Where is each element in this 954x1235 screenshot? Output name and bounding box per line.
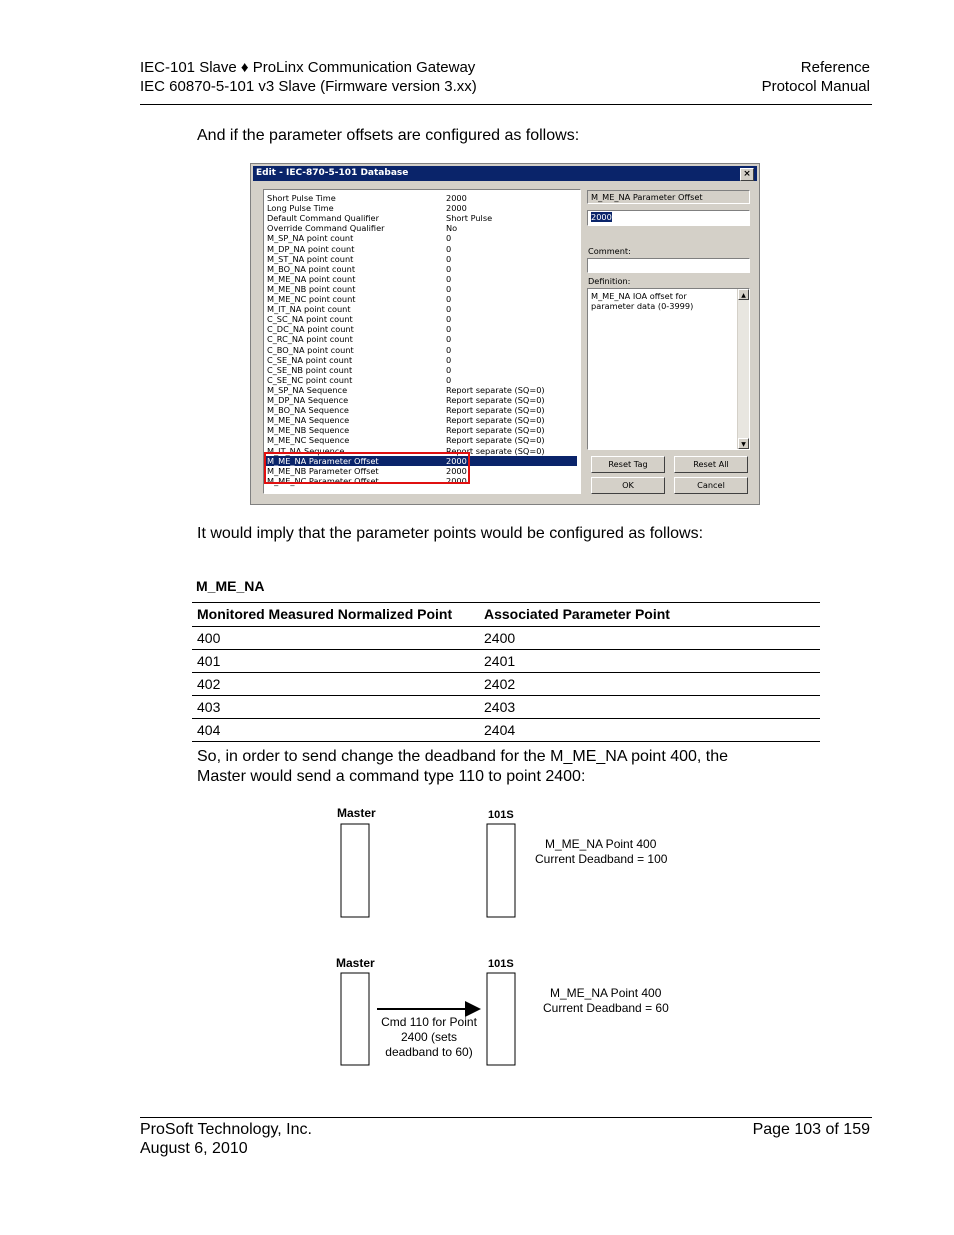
- parameter-value: 0: [446, 294, 452, 304]
- parameter-value: 2000: [446, 193, 467, 203]
- comment-label: Comment:: [588, 246, 631, 256]
- parameter-name: C_SE_NB point count: [267, 364, 353, 375]
- arrow-text-line3: deadband to 60): [385, 1045, 473, 1059]
- so-text-line1: So, in order to send change the deadband for the M_ME_NA point 400, the: [197, 748, 729, 765]
- bottom-slave-label: 101S: [488, 958, 514, 970]
- parameter-name: C_BO_NA point count: [267, 344, 354, 355]
- parameter-name: M_DP_NA point count: [267, 243, 355, 254]
- table-title: M_ME_NA: [196, 578, 265, 594]
- parameter-name: Long Pulse Time: [267, 203, 334, 214]
- dialog-title-bar: [253, 166, 757, 181]
- parameter-name: Default Command Qualifier: [267, 213, 379, 224]
- parameter-value: 0: [446, 354, 452, 365]
- value-input[interactable]: [587, 210, 750, 226]
- parameter-name: C_SE_NA point count: [267, 354, 353, 365]
- parameter-name: Short Pulse Time: [267, 193, 336, 203]
- definition-line1: M_ME_NA IOA offset for: [591, 291, 687, 301]
- table-cell-parameter: 2403: [484, 699, 516, 715]
- bottom-master-box: [341, 973, 369, 1065]
- bottom-master-label: Master: [336, 956, 375, 970]
- dialog-title: Edit - IEC-870-5-101 Database: [256, 168, 409, 178]
- parameter-value: 2000: [446, 203, 467, 214]
- parameter-name: M_ME_NA point count: [267, 273, 356, 284]
- parameter-value: Report separate (SQ=0): [446, 435, 545, 446]
- bottom-note-line2: Current Deadband = 60: [543, 1001, 669, 1015]
- table-top-rule: [192, 602, 820, 603]
- table-cell-parameter: 2404: [484, 722, 516, 738]
- parameter-name: M_IT_NA point count: [267, 304, 351, 315]
- close-icon[interactable]: ×: [740, 168, 754, 181]
- so-text-line2: Master would send a command type 110 to point 2400:: [197, 768, 586, 785]
- top-note-line1: M_ME_NA Point 400: [545, 837, 657, 851]
- table-row-rule: [192, 672, 820, 673]
- parameter-name: M_SP_NA point count: [267, 233, 354, 244]
- parameter-name: M_ME_NA Sequence: [267, 415, 350, 426]
- parameter-value: Report separate (SQ=0): [446, 384, 545, 395]
- parameter-value: 0: [446, 283, 452, 294]
- scroll-down-icon[interactable]: ▼: [738, 438, 749, 449]
- bottom-slave-box: [487, 973, 515, 1065]
- footer-page-number: Page 103 of 159: [752, 1121, 870, 1138]
- top-master-label: Master: [337, 806, 376, 820]
- bottom-note-line1: M_ME_NA Point 400: [550, 986, 662, 1000]
- intro-text: And if the parameter offsets are configured as follows:: [197, 127, 580, 144]
- value-input-text: 2000: [591, 212, 612, 222]
- parameter-value: 0: [446, 334, 452, 345]
- table-cell-parameter: 2401: [484, 653, 516, 669]
- table-cell-point: 401: [197, 653, 221, 669]
- parameter-value: 0: [446, 273, 452, 284]
- arrow-text-line2: 2400 (sets: [400, 1030, 458, 1044]
- header-title-line2: IEC 60870-5-101 v3 Slave (Firmware version 3.xx): [140, 78, 477, 95]
- parameter-value: Report separate (SQ=0): [446, 405, 545, 416]
- top-note-line2: Current Deadband = 100: [535, 852, 668, 866]
- parameter-value: Report separate (SQ=0): [446, 395, 545, 405]
- header-rule: [140, 104, 872, 105]
- parameter-value: 0: [446, 233, 452, 244]
- parameter-name: M_BO_NA Sequence: [267, 405, 349, 416]
- parameter-value: 0: [446, 253, 452, 264]
- definition-scrollbar[interactable]: [737, 289, 749, 449]
- header-title-line1: IEC-101 Slave ♦ ProLinx Communication Gateway: [140, 59, 476, 76]
- table-cell-parameter: 2400: [484, 630, 516, 646]
- comment-input[interactable]: [587, 258, 750, 273]
- parameter-value: 0: [446, 364, 452, 375]
- parameter-value: 0: [446, 243, 452, 254]
- table-cell-point: 402: [197, 676, 221, 692]
- table-row-rule: [192, 718, 820, 719]
- parameter-value: 0: [446, 314, 452, 325]
- parameter-value: 2000: [446, 465, 467, 476]
- parameter-value: 0: [446, 344, 452, 355]
- parameter-name: M_BO_NA point count: [267, 263, 356, 274]
- scroll-up-icon[interactable]: ▲: [738, 289, 749, 300]
- parameter-name: M_IT_NA Sequence: [267, 445, 345, 456]
- parameter-value: Report separate (SQ=0): [446, 425, 545, 436]
- parameter-name: M_ME_NA Parameter Offset: [267, 455, 379, 466]
- table-row-rule: [192, 649, 820, 650]
- parameter-name: M_ST_NA point count: [267, 253, 354, 264]
- edit-database-dialog: [250, 163, 760, 505]
- parameter-name: M_DP_NA Sequence: [267, 395, 349, 405]
- top-slave-label: 101S: [488, 809, 514, 821]
- parameter-value: 0: [446, 374, 452, 385]
- definition-label: Definition:: [588, 276, 631, 286]
- parameter-value: No: [446, 223, 458, 234]
- parameter-value: 0: [446, 263, 452, 274]
- reset-tag-button[interactable]: Reset Tag: [591, 456, 665, 473]
- parameter-value: 0: [446, 324, 452, 335]
- parameter-name: M_ME_NB point count: [267, 283, 356, 294]
- table-row-rule: [192, 695, 820, 696]
- footer-company: ProSoft Technology, Inc.: [140, 1121, 312, 1138]
- definition-box: [587, 288, 750, 450]
- parameter-value: Report separate (SQ=0): [446, 415, 545, 426]
- table-cell-parameter: 2402: [484, 676, 516, 692]
- field-name-label: M_ME_NA Parameter Offset: [587, 190, 750, 204]
- highlight-box: [264, 452, 470, 484]
- parameter-name: M_ME_NB Sequence: [267, 425, 350, 436]
- header-manual: Protocol Manual: [761, 78, 870, 95]
- parameter-name: M_ME_NB Parameter Offset: [267, 465, 379, 476]
- parameter-name: C_SE_NC point count: [267, 374, 353, 385]
- footer-date: August 6, 2010: [140, 1140, 248, 1157]
- parameter-value: 2000: [446, 475, 467, 486]
- top-master-box: [341, 824, 369, 917]
- parameter-value: Short Pulse: [446, 213, 493, 224]
- parameter-name: M_SP_NA Sequence: [267, 384, 348, 395]
- arrow-text-line1: Cmd 110 for Point: [381, 1015, 477, 1029]
- table-cell-point: 403: [197, 699, 221, 715]
- table-cell-point: 404: [197, 722, 221, 738]
- imply-text: It would imply that the parameter points would be configured as follows:: [197, 525, 704, 542]
- table-header-rule: [192, 626, 820, 627]
- definition-line2: parameter data (0-3999): [591, 301, 694, 311]
- header-section: Reference: [800, 59, 870, 76]
- parameter-name: C_DC_NA point count: [267, 324, 354, 335]
- cancel-button[interactable]: Cancel: [674, 477, 748, 494]
- parameter-name: M_ME_NC Parameter Offset: [267, 475, 379, 486]
- table-header-col2: Associated Parameter Point: [484, 606, 670, 622]
- ok-button[interactable]: OK: [591, 477, 665, 494]
- parameter-value: 2000: [446, 455, 467, 466]
- top-slave-box: [487, 824, 515, 917]
- parameter-name: C_SC_NA point count: [267, 314, 353, 325]
- parameter-name: M_ME_NC point count: [267, 294, 356, 304]
- parameter-name: C_RC_NA point count: [267, 334, 353, 345]
- parameter-name: M_ME_NC Sequence: [267, 435, 350, 446]
- sequence-diagram: [300, 800, 720, 1075]
- parameter-name: Override Command Qualifier: [267, 223, 385, 234]
- parameter-value: 0: [446, 304, 452, 315]
- footer-rule: [140, 1117, 872, 1118]
- table-cell-point: 400: [197, 630, 221, 646]
- table-header-col1: Monitored Measured Normalized Point: [197, 606, 453, 622]
- table-row-rule: [192, 741, 820, 742]
- parameter-value: Report separate (SQ=0): [446, 445, 545, 456]
- reset-all-button[interactable]: Reset All: [674, 456, 748, 473]
- parameter-list[interactable]: [263, 189, 581, 494]
